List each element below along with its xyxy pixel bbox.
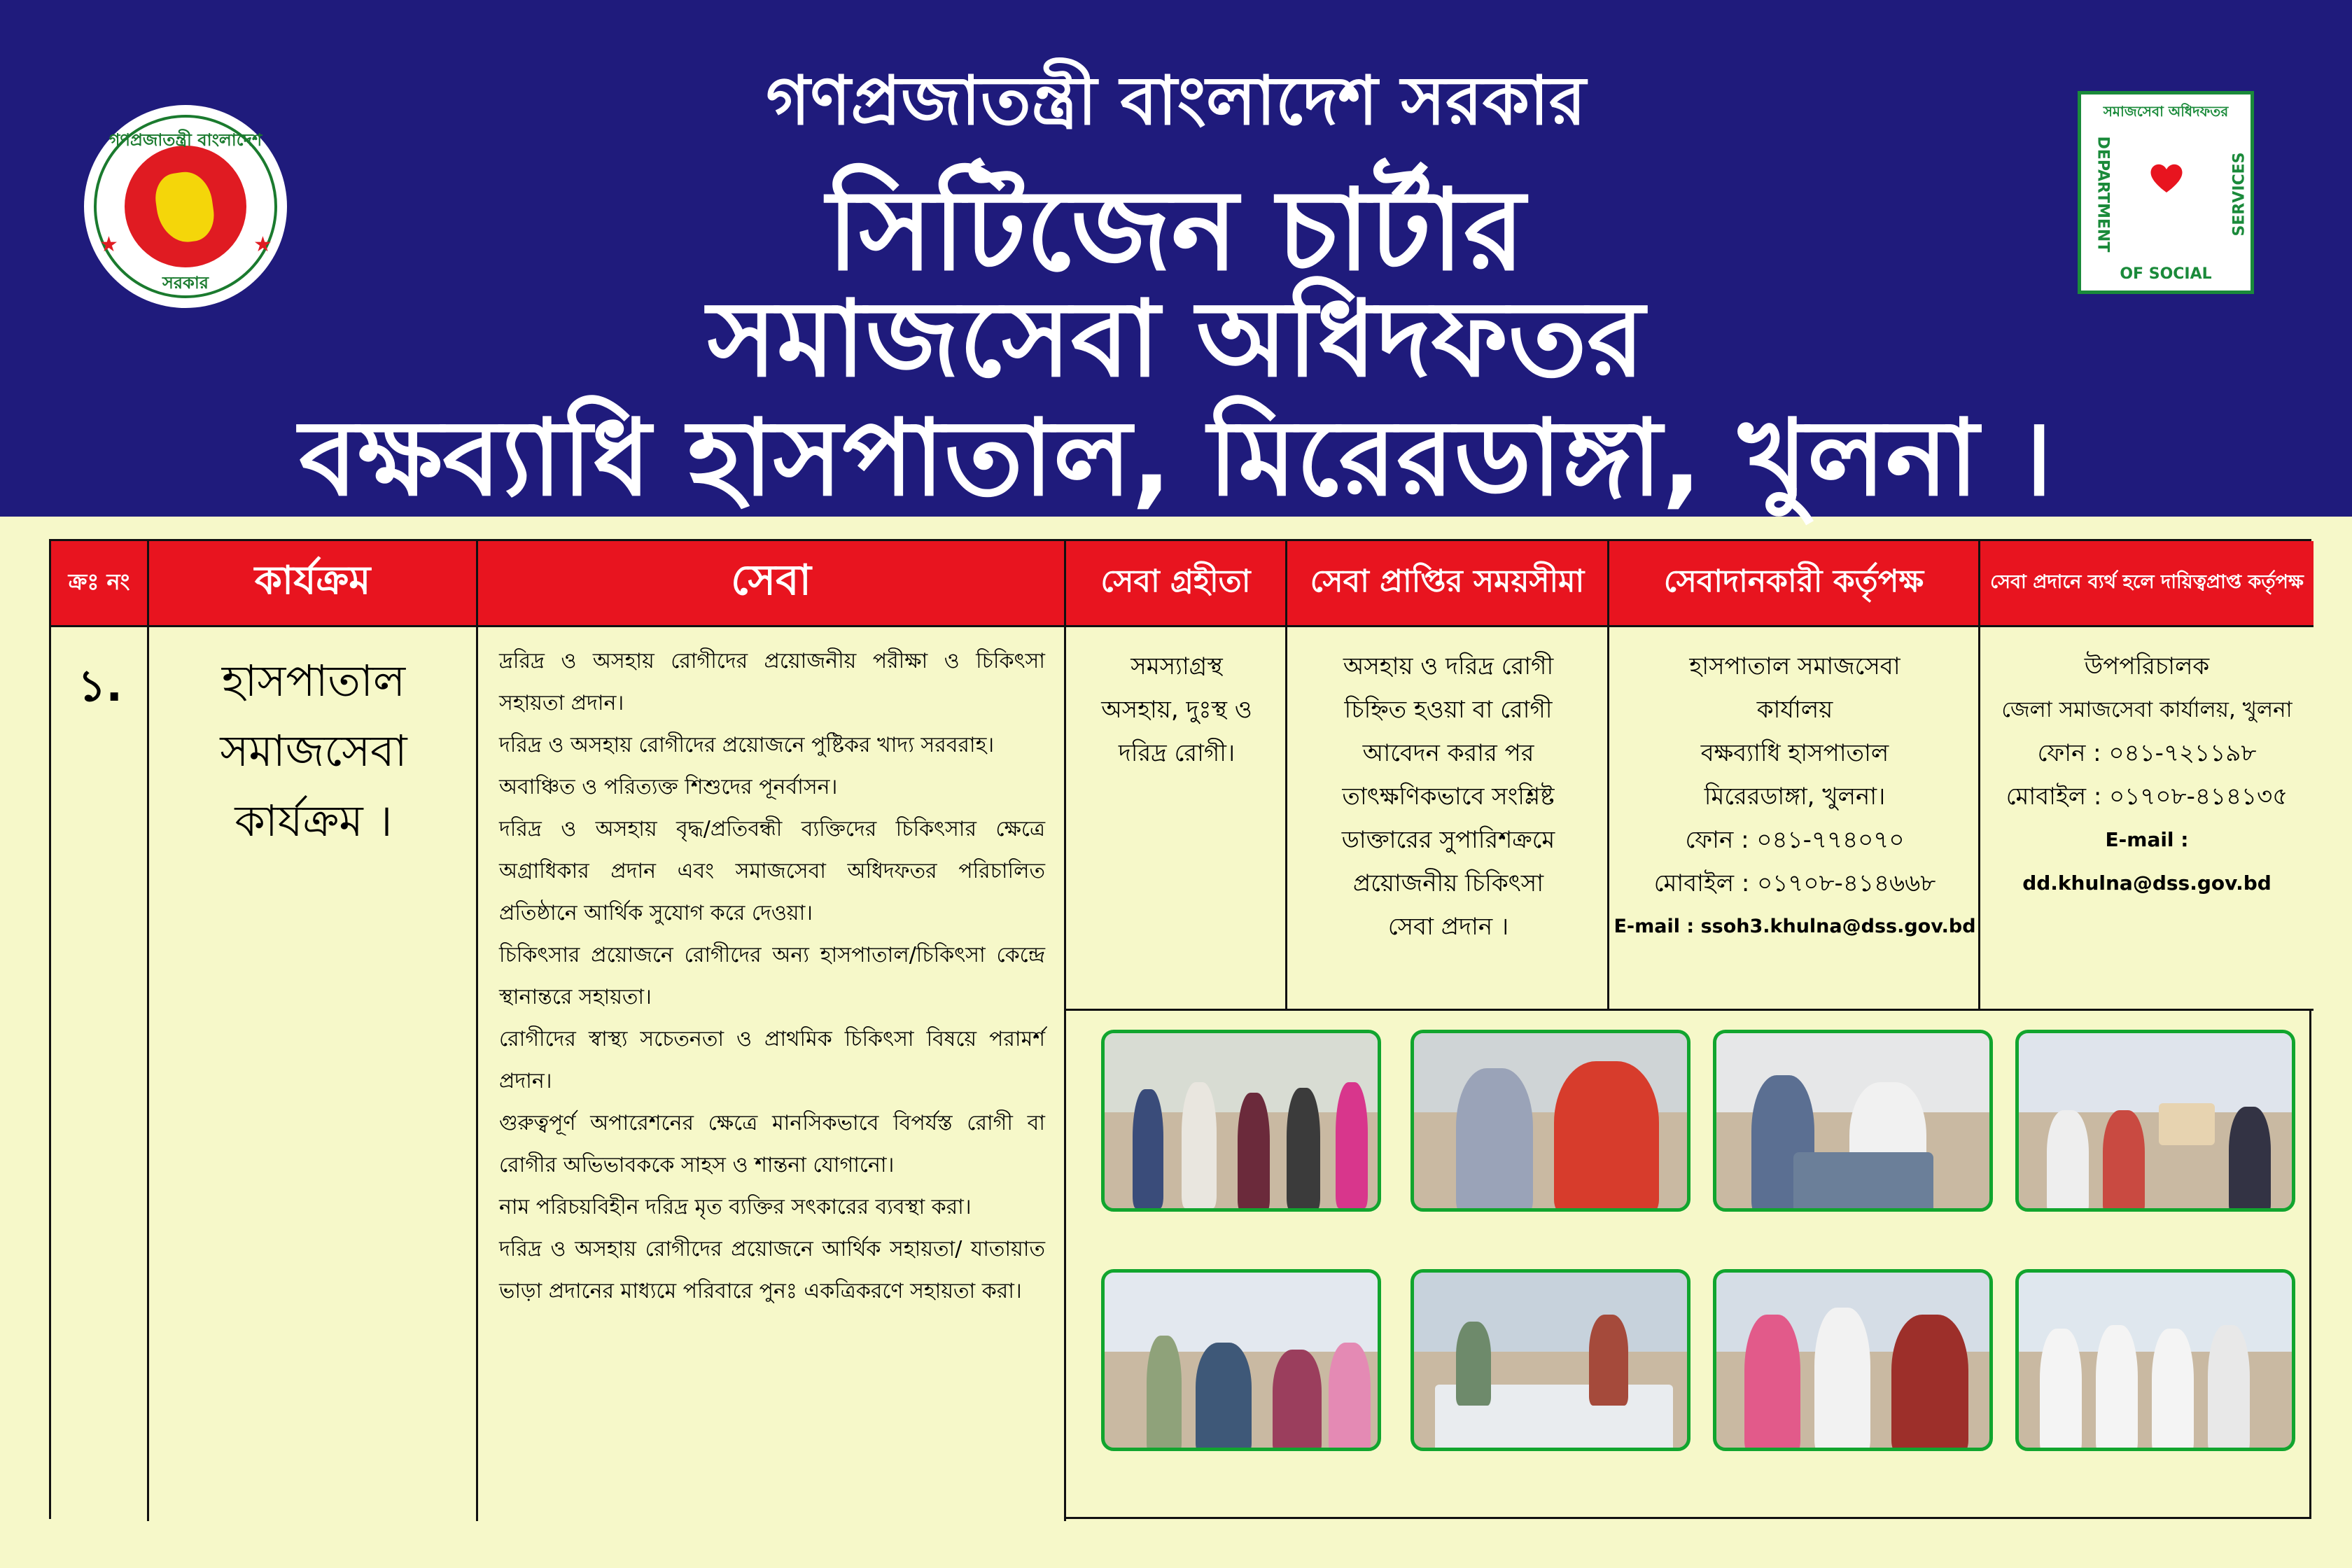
provider-line: মিরেরডাঙ্গা, খুলনা। (1704, 783, 1886, 811)
star-icon: ★ (253, 232, 272, 257)
responsible-line: জেলা সমাজসেবা কার্যালয়, খুলনা (2001, 697, 2292, 722)
provider-line: বক্ষব্যাধি হাসপাতাল (1700, 739, 1889, 767)
dss-logo (2078, 91, 2254, 294)
photo-4 (2015, 1030, 2295, 1212)
dss-logo-left-text: DEPARTMENT (2094, 136, 2112, 253)
photo-8 (2015, 1269, 2295, 1451)
provider-email: E-mail : ssoh3.khulna@dss.gov.bd (1614, 916, 1976, 937)
column-header-recipient: সেবা গ্রহীতা (1066, 541, 1287, 625)
heart-hands-icon (2146, 156, 2188, 198)
timeframe-line: ডাক্তারের সুপারিশক্রমে (1341, 826, 1555, 854)
services-list (478, 625, 1066, 1521)
column-header-provider: সেবাদানকারী কর্তৃপক্ষ (1609, 541, 1980, 625)
column-header-service: সেবা (478, 541, 1066, 625)
photo-3 (1713, 1030, 1993, 1212)
responsible-email: E-mail : dd.khulna@dss.gov.bd (2022, 828, 2272, 895)
service-item: দরিদ্র ও অসহায় রোগীদের প্রয়োজনে পুষ্টিকর খাদ্য সরবরাহ। (499, 733, 995, 757)
photo-gallery (1066, 1010, 2314, 1521)
hospital-title: বক্ষব্যাধি হাসপাতাল, মিরেরডাঙ্গা, খুলনা । (299, 398, 2053, 519)
timeframe-line: আবেদন করার পর (1362, 739, 1534, 767)
timeframe-line: সেবা প্রদান । (1387, 913, 1509, 941)
recipient-line: অসহায়, দুঃস্থ ও (1101, 696, 1252, 724)
column-header-timeframe: সেবা প্রাপ্তির সময়সীমা (1287, 541, 1609, 625)
program-line: কার্যক্রম । (234, 795, 393, 846)
dss-logo-bottom-text: OF SOCIAL (2120, 265, 2212, 283)
provider-text (1609, 625, 1980, 1010)
timeframe-line: অসহায় ও দরিদ্র রোগী (1343, 652, 1554, 680)
program-line: হাসপাতাল (221, 655, 406, 706)
provider-line: কার্যালয় (1756, 696, 1833, 724)
recipient-line: সমস্যাগ্রস্থ (1130, 652, 1223, 680)
photo-1 (1101, 1030, 1381, 1212)
header-banner (0, 0, 2352, 517)
serial-number: ১. (78, 660, 122, 711)
photo-6 (1410, 1269, 1690, 1451)
column-header-program: কার্যক্রম (149, 541, 478, 625)
column-header-serial: ক্রঃ নং (51, 541, 149, 625)
program-name (149, 625, 478, 1521)
provider-phone: ফোন : ০৪১-৭৭৪০৭০ (1685, 826, 1905, 854)
program-line: সমাজসেবা (220, 725, 407, 776)
timeframe-line: চিহ্নিত হওয়া বা রোগী (1344, 696, 1553, 724)
seal-bottom-text: সরকার (162, 273, 209, 293)
government-seal-icon (84, 105, 287, 308)
provider-line: হাসপাতাল সমাজসেবা (1689, 652, 1900, 680)
government-title: গণপ্রজাতন্ত্রী বাংলাদেশ সরকার (766, 62, 1586, 140)
photo-5 (1101, 1269, 1381, 1451)
column-header-responsible: সেবা প্রদানে ব্যর্থ হলে দায়িত্বপ্রাপ্ত কর্তৃপক্ষ (1980, 541, 2314, 625)
service-item: দ্ররিদ্র ও অসহায় রোগীদের প্রয়োজনীয় পরীক্ষা ও চিকিৎসা সহায়তা প্রদান। (499, 649, 1045, 715)
service-item: দরিদ্র ও অসহায় বৃদ্ধ/প্রতিবন্ধী ব্যক্তিদের চিকিৎসার ক্ষেত্রে অগ্রাধিকার প্রদান এবং সমাজসেবা অধিদফতর পরিচালিত প্রতিষ্ঠানে আর্থিক সুযোগ করে দেওয়া। (499, 817, 1045, 925)
seal-top-text: গণপ্রজাতন্ত্রী বাংলাদেশ (108, 130, 262, 150)
service-item: চিকিৎসার প্রয়োজনে রোগীদের অন্য হাসপাতাল/চিকিৎসা কেন্দ্রে স্থানান্তরে সহায়তা। (499, 943, 1045, 1009)
responsible-mobile: মোবাইল : ০১৭০৮-৪১৪১৩৫ (2005, 783, 2288, 811)
responsible-phone: ফোন : ০৪১-৭২১১৯৮ (2037, 739, 2257, 767)
photo-2 (1410, 1030, 1690, 1212)
responsible-line: উপপরিচালক (2084, 652, 2210, 680)
service-item: অবাঞ্চিত ও পরিত্যক্ত শিশুদের পূনর্বাসন। (499, 775, 838, 799)
timeframe-line: প্রয়োজনীয় চিকিৎসা (1352, 869, 1544, 897)
provider-mobile: মোবাইল : ০১৭০৮-৪১৪৬৬৮ (1653, 869, 1936, 897)
service-item: গুরুত্বপূর্ণ অপারেশনের ক্ষেত্রে মানসিকভাবে বিপর্যস্ত রোগী বা রোগীর অভিভাবককে সাহস ও শান্তনা যোগানো। (499, 1111, 1045, 1177)
service-item: রোগীদের স্বাস্থ্য সচেতনতা ও প্রাথমিক চিকিৎসা বিষয়ে পরামর্শ প্রদান। (499, 1027, 1045, 1093)
citizen-charter-table (49, 539, 2311, 1519)
timeframe-line: তাৎক্ষণিকভাবে সংশ্লিষ্ট (1342, 783, 1555, 811)
service-item: দরিদ্র ও অসহায় রোগীদের প্রয়োজনে আর্থিক সহায়তা/ যাতায়াত ভাড়া প্রদানের মাধ্যমে পরিবারে পুনঃ একত্রিকরণে সহায়তা করা। (499, 1237, 1045, 1303)
recipient-line: দরিদ্র রোগী। (1118, 739, 1236, 767)
department-title: সমাজসেবা অধিদফতর (707, 279, 1645, 400)
photo-7 (1713, 1269, 1993, 1451)
service-item: নাম পরিচয়বিহীন দরিদ্র মৃত ব্যক্তির সৎকারের ব্যবস্থা করা। (499, 1195, 972, 1219)
star-icon: ★ (99, 232, 118, 257)
recipient-text (1066, 625, 1287, 1010)
responsible-text (1980, 625, 2314, 1010)
dss-logo-top-text: সমাজসেবা অধিদফতর (2103, 103, 2229, 120)
dss-logo-right-text: SERVICES (2230, 152, 2248, 237)
timeframe-text (1287, 625, 1609, 1010)
charter-title: সিটিজেন চার্টার (827, 164, 1525, 295)
